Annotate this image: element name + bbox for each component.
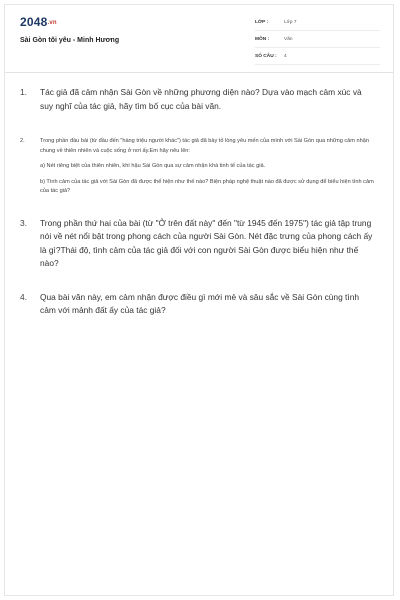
sub-question: b) Tình cảm của tác giả với Sài Gòn đã được thể hiện như thế nào? Biện pháp nghệ thuật nào đã được sử dụng để biểu hiện tình cảm của tác giả? <box>40 178 374 194</box>
meta-value: Lớp 7 <box>284 20 297 25</box>
question-text: Trong phần thứ hai của bài (từ "Ở trên đất này" đến "từ 1945 đến 1975") tác giả tập trung nói về nét nổi bật trong phong cách của người Sài Gòn. Nét đặc trưng của phong cách ấy là gì?Thái độ, tình cảm của tác giả đối với con người Sài Gòn được biểu hiện như thế nào? <box>40 217 373 268</box>
question-item <box>20 291 375 318</box>
question-item <box>20 217 375 271</box>
header <box>5 5 393 65</box>
logo-text: 2048 <box>20 15 48 29</box>
question-number: 3. <box>20 217 27 228</box>
question-number: 2. <box>20 138 25 144</box>
document-title: Sài Gòn tôi yêu - Minh Hương <box>20 37 120 44</box>
question-number: 1. <box>20 87 27 97</box>
logo-suffix: .vn <box>47 19 57 26</box>
question-text: Qua bài văn này, em cảm nhận được điều gì mới mẻ và sâu sắc về Sài Gòn cùng tình cảm với mảnh đất ấy của tác giả? <box>40 291 360 315</box>
question-number: 4. <box>20 291 27 302</box>
meta-label: LỚP : <box>255 20 269 25</box>
meta-row-class <box>255 18 380 31</box>
meta-row-subject <box>255 35 380 48</box>
meta-value: Văn <box>284 37 293 42</box>
meta-row-question-count <box>255 52 380 65</box>
question-item <box>20 86 375 113</box>
worksheet-page <box>4 4 394 596</box>
site-logo[interactable] <box>20 15 57 29</box>
question-list <box>20 86 375 318</box>
question-item <box>20 137 375 197</box>
meta-label: MÔN : <box>255 37 270 42</box>
header-divider <box>5 72 393 73</box>
meta-label: SỐ CÂU : <box>255 54 277 59</box>
meta-info <box>255 18 380 69</box>
question-text: Tác giả đã cảm nhận Sài Gòn về những phương diện nào? Dựa vào mạch cảm xúc và suy nghĩ của tác giả, hãy tìm bố cục của bài văn. <box>40 87 362 111</box>
question-text: Trong phần đầu bài (từ đầu đến "hàng triệu người khác") tác giả đã bày tỏ lòng yêu mến của mình với Sài Gòn qua những cảm nhận chung về thiên nhiên và cuộc sống ở nơi ấy.Em hãy nêu lên: <box>40 138 369 154</box>
meta-value: 4 <box>284 54 287 59</box>
sub-question: a) Nét riêng biệt của thiên nhiên, khí hậu Sài Gòn qua sự cảm nhận khá tinh tế của tác giả. <box>40 163 266 169</box>
